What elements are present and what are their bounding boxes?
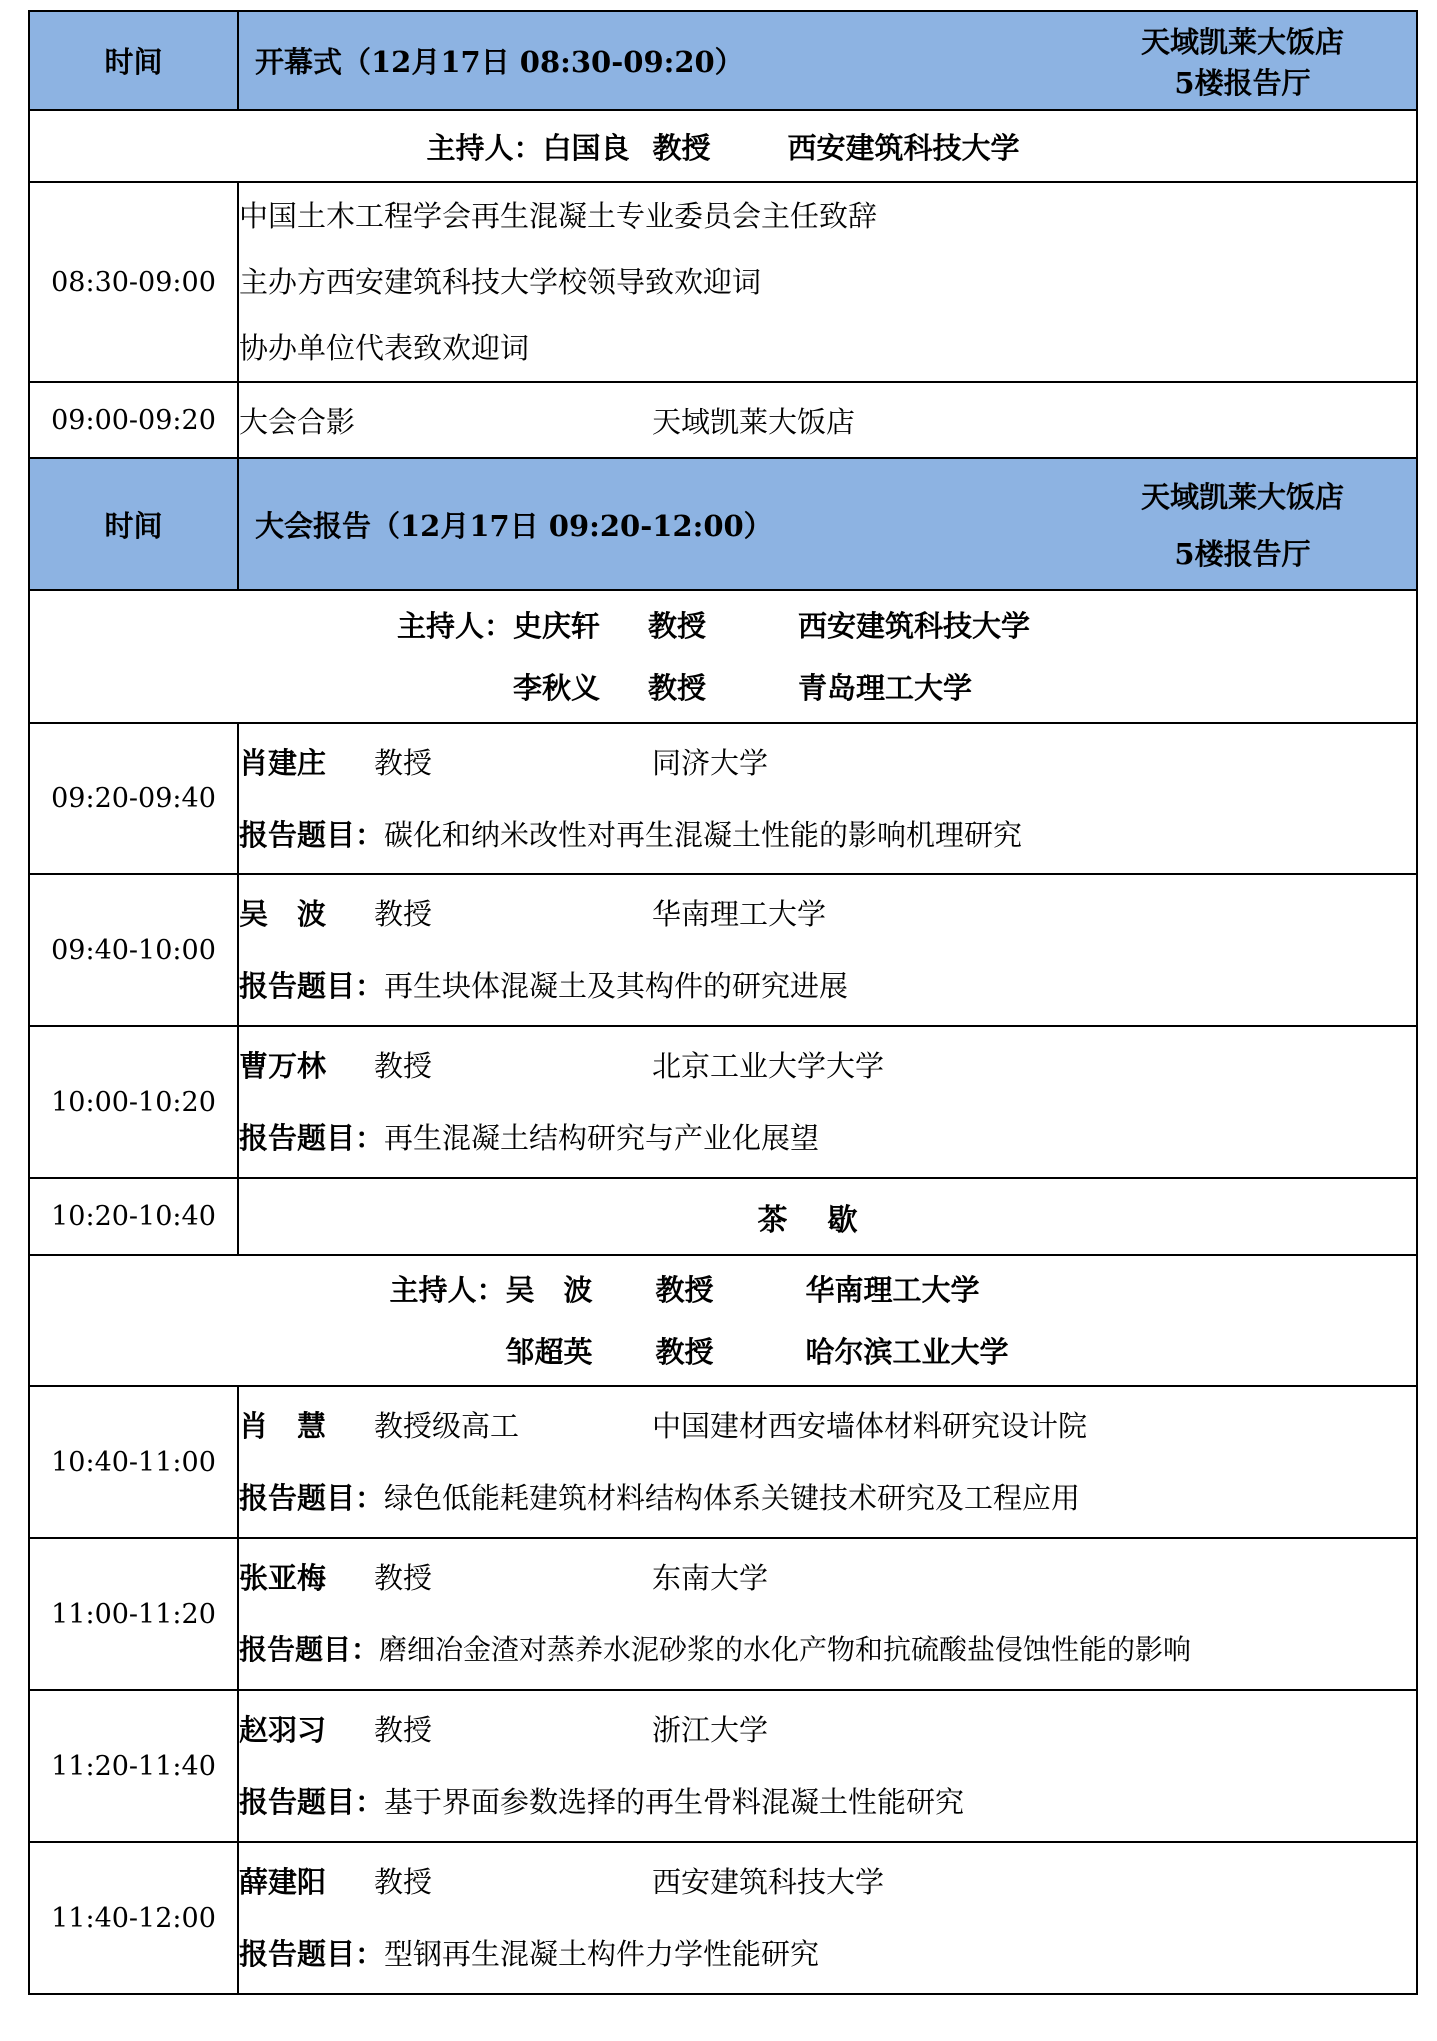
- chair-prefix: 主持人：: [389, 1272, 506, 1307]
- chair-title: 教授: [655, 1272, 714, 1307]
- chair-org: 华南理工大学: [805, 1272, 980, 1307]
- chair-title: 教授: [648, 670, 707, 705]
- speaker-name: 曹万林: [239, 1049, 327, 1083]
- speaker-org: 东南大学: [652, 1561, 769, 1595]
- chair-title: 教授: [652, 130, 711, 165]
- venue-line2: 5楼报告厅: [1174, 66, 1311, 100]
- talk-time: 11:40-12:00: [29, 1842, 238, 1994]
- topic-text: 碳化和纳米改性对再生混凝土性能的影响机理研究: [384, 817, 1023, 852]
- talk-time: 11:20-11:40: [29, 1690, 238, 1842]
- chair-name: 邹超英: [505, 1334, 593, 1369]
- tea-break-row: [29, 1178, 1417, 1255]
- speaker-name: 吴 波: [239, 897, 327, 931]
- chair-title: 教授: [655, 1334, 714, 1369]
- speaker-title: 教授: [374, 1713, 433, 1747]
- opening-line: 主办方西安建筑科技大学校领导致欢迎词: [239, 265, 762, 299]
- plenary-title: 大会报告（12月17日 09:20-12:00）: [255, 508, 773, 543]
- talk-time: 09:40-10:00: [29, 874, 238, 1026]
- header-time-label: 时间: [29, 458, 238, 590]
- topic-label: 报告题目：: [239, 1481, 385, 1515]
- topic-label: 报告题目：: [239, 969, 385, 1003]
- chair-org: 西安建筑科技大学: [787, 130, 1020, 165]
- plenary-chair-row: [29, 1255, 1417, 1386]
- speaker-title: 教授: [374, 897, 433, 931]
- schedule-table: [28, 10, 1418, 1995]
- talk-row: [29, 874, 1417, 1026]
- activity-label: 大会合影: [239, 404, 356, 439]
- topic-text: 再生混凝土结构研究与产业化展望: [384, 1121, 820, 1155]
- chair-prefix: [371, 1321, 506, 1383]
- talk-row: [29, 1690, 1417, 1842]
- topic-label: 报告题目：: [239, 817, 385, 852]
- chair-org: 哈尔滨工业大学: [805, 1334, 1009, 1369]
- speaker-org: 同济大学: [652, 745, 769, 780]
- talk-row: [29, 1026, 1417, 1178]
- chair-name: 吴 波: [505, 1272, 593, 1307]
- talk-row: [29, 723, 1417, 874]
- opening-title: 开幕式（12月17日 08:30-09:20）: [255, 45, 744, 79]
- speaker-title: 教授: [374, 1049, 433, 1083]
- chair-name: 史庆轩: [513, 608, 601, 643]
- chair-name: 白国良: [542, 130, 630, 165]
- topic-text: 基于界面参数选择的再生骨料混凝土性能研究: [384, 1785, 965, 1819]
- speaker-title: 教授: [374, 745, 433, 780]
- venue-line2: 5楼报告厅: [1174, 537, 1311, 571]
- chair-name: 李秋义: [513, 670, 601, 705]
- opening-item-row: [29, 382, 1417, 458]
- speaker-name: 张亚梅: [239, 1561, 327, 1595]
- topic-text: 绿色低能耗建筑材料结构体系关键技术研究及工程应用: [384, 1481, 1081, 1515]
- speaker-org: 北京工业大学大学: [652, 1049, 885, 1083]
- header-time-label: 时间: [29, 11, 238, 110]
- opening-line: 协办单位代表致欢迎词: [239, 331, 530, 365]
- plenary-header-row: [29, 458, 1417, 590]
- talk-time: 11:00-11:20: [29, 1538, 238, 1690]
- plenary-chair-row: [29, 590, 1417, 723]
- break-time: 10:20-10:40: [29, 1178, 238, 1255]
- opening-chair-row: [29, 110, 1417, 182]
- speaker-org: 中国建材西安墙体材料研究设计院: [652, 1409, 1088, 1443]
- speaker-name: 肖建庄: [239, 745, 327, 780]
- chair-org: 青岛理工大学: [798, 670, 973, 705]
- chair-prefix: 主持人：: [396, 608, 513, 643]
- plenary-venue: [1141, 459, 1344, 589]
- talk-time: 10:00-10:20: [29, 1026, 238, 1178]
- topic-label: 报告题目：: [239, 1937, 385, 1971]
- topic-label: 报告题目：: [239, 1633, 380, 1666]
- talk-time: 10:40-11:00: [29, 1386, 238, 1538]
- speaker-title: 教授: [374, 1865, 433, 1899]
- topic-label: 报告题目：: [239, 1785, 385, 1819]
- chair-prefix: 主持人：: [426, 130, 543, 165]
- item-time: 08:30-09:00: [29, 182, 238, 382]
- activity-place: 天域凯莱大饭店: [652, 404, 856, 439]
- chair-prefix: [378, 657, 513, 719]
- chair-org: 西安建筑科技大学: [798, 608, 1031, 643]
- venue-line1: 天域凯莱大饭店: [1140, 480, 1344, 514]
- opening-line: 中国土木工程学会再生混凝土专业委员会主任致辞: [239, 199, 878, 233]
- speaker-org: 西安建筑科技大学: [652, 1865, 885, 1899]
- opening-header-row: [29, 11, 1417, 110]
- opening-venue: [1141, 12, 1344, 109]
- speaker-name: 薛建阳: [239, 1865, 327, 1899]
- talk-time: 09:20-09:40: [29, 723, 238, 874]
- chair-title: 教授: [648, 608, 707, 643]
- talk-row: [29, 1842, 1417, 1994]
- speaker-org: 华南理工大学: [652, 897, 827, 931]
- break-label: 茶歇: [238, 1178, 1417, 1255]
- speaker-name: 赵羽习: [239, 1713, 327, 1747]
- speaker-name: 肖 慧: [239, 1409, 327, 1443]
- opening-item-row: [29, 182, 1417, 382]
- speaker-org: 浙江大学: [652, 1713, 769, 1747]
- item-time: 09:00-09:20: [29, 382, 238, 458]
- speaker-title: 教授: [374, 1561, 433, 1595]
- topic-text: 型钢再生混凝土构件力学性能研究: [384, 1937, 820, 1971]
- talk-row: [29, 1386, 1417, 1538]
- speaker-title: 教授级高工: [374, 1409, 520, 1443]
- talk-row: [29, 1538, 1417, 1690]
- topic-text: 磨细冶金渣对蒸养水泥砂浆的水化产物和抗硫酸盐侵蚀性能的影响: [379, 1633, 1192, 1666]
- venue-line1: 天域凯莱大饭店: [1140, 25, 1344, 59]
- topic-label: 报告题目：: [239, 1121, 385, 1155]
- topic-text: 再生块体混凝土及其构件的研究进展: [384, 969, 849, 1003]
